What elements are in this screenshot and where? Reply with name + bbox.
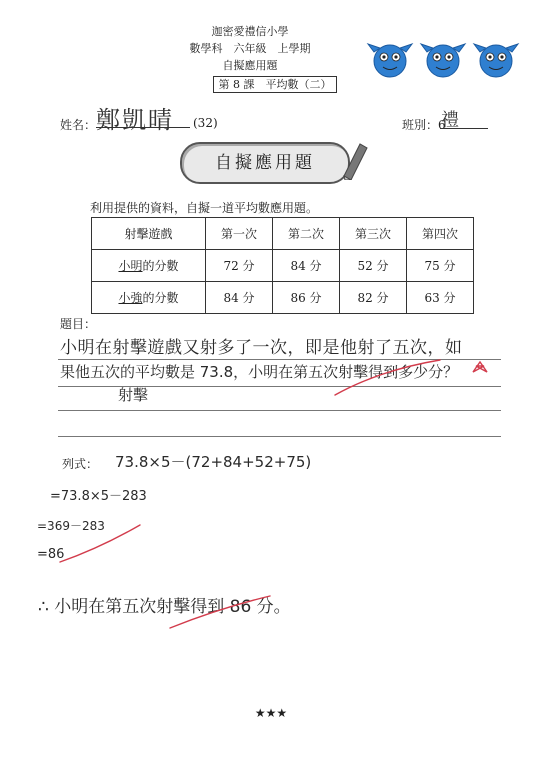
table-cell: 52 分: [340, 250, 407, 282]
question-line-1: 小明在射擊遊戲又射多了一次，即是他射了五次，如: [60, 338, 463, 358]
row-suffix: 的分數: [142, 291, 179, 305]
table-cell: 72 分: [206, 250, 273, 282]
header-cell: 第二次: [273, 218, 340, 250]
working-line-1: 73.8×5－(72+84+52+75): [115, 453, 312, 471]
table-cell: 63 分: [407, 282, 474, 314]
instruction-text: 利用提供的資料，自擬一道平均數應用題。: [90, 201, 319, 215]
student-number: (32): [193, 116, 218, 130]
class-value: 禮: [441, 110, 459, 131]
table-cell: 84 分: [273, 250, 340, 282]
table-cell: 82 分: [340, 282, 407, 314]
header-cell: 射擊遊戲: [92, 218, 206, 250]
section-title: 自擬應用題: [222, 59, 278, 72]
subject-line: 數學科 六年級 上學期: [189, 42, 311, 55]
banner-title: 自擬應用題: [180, 142, 350, 184]
row-suffix: 的分數: [142, 259, 179, 273]
name-label: 姓名：: [60, 118, 97, 132]
table-cell: 86 分: [273, 282, 340, 314]
question-line-2: 果他五次的平均數是 73.8，小明在第五次射擊得到多少分？: [60, 363, 459, 381]
working-label: 列式：: [62, 457, 99, 471]
check-mark: [60, 525, 140, 562]
school-name: 迦密愛禮信小學: [211, 25, 289, 38]
lesson-title: 第 8 課 平均數（二）: [213, 76, 337, 93]
question-insert: 射擊: [118, 386, 149, 404]
header-cell: 第三次: [340, 218, 407, 250]
student-name: 鄭凱晴: [96, 106, 174, 134]
table-cell: 84 分: [206, 282, 273, 314]
star-mark: [473, 362, 487, 372]
row-name: 小強: [118, 291, 143, 305]
answer-statement: ∴ 小明在第五次射擊得到 86 分。: [38, 597, 291, 617]
question-label: 題目：: [60, 317, 97, 331]
check-mark: [170, 596, 270, 628]
working-line-3: =369－283: [37, 519, 105, 533]
header-cell: 第一次: [206, 218, 273, 250]
working-line-4: =86: [37, 547, 65, 562]
check-mark: [335, 360, 440, 395]
table-cell: 75 分: [407, 250, 474, 282]
class-label: 班別：6: [402, 118, 446, 132]
row-name: 小明: [118, 259, 143, 273]
footer-stars: ★★★: [254, 706, 288, 720]
working-line-2: =73.8×5－283: [50, 489, 147, 504]
header-cell: 第四次: [407, 218, 474, 250]
